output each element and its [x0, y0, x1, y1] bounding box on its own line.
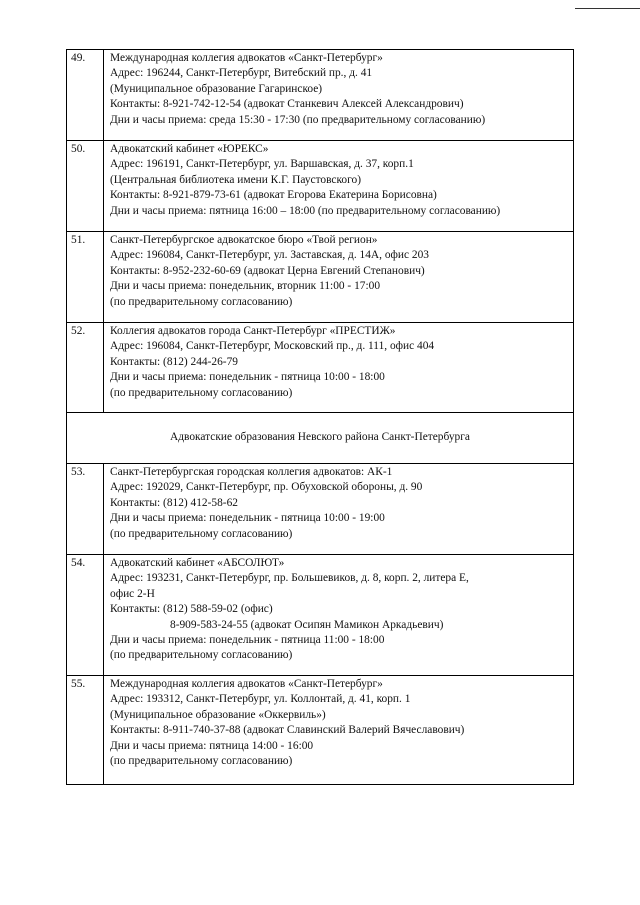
entry-contacts-mobile: 8-909-583-24-55 (адвокат Осипян Мамикон Аркадьевич) — [170, 618, 444, 631]
entry-number: 52. — [67, 323, 104, 413]
entry-org-name: Адвокатский кабинет «ЮРЕКС» — [110, 143, 269, 155]
entry-address: Адрес: 192029, Санкт-Петербург, пр. Обуховской обороны, д. 90 — [110, 481, 423, 494]
entry-location-note: (Муниципальное образование «Оккервиль») — [110, 708, 326, 721]
table-row — [67, 464, 574, 555]
entry-hours: Дни и часы приема: понедельник - пятница 10:00 - 18:00 — [110, 371, 385, 384]
entry-hours: Дни и часы приема: пятница 14:00 - 16:00 — [110, 739, 314, 752]
lawyers-table — [66, 49, 574, 785]
entry-org-name: Санкт-Петербургская городская коллегия адвокатов: АК-1 — [110, 466, 393, 478]
header-rule — [575, 8, 640, 9]
entry-hours: Дни и часы приема: понедельник - пятница 10:00 - 19:00 — [110, 512, 385, 525]
section-row — [67, 413, 574, 464]
entry-address: Адрес: 196084, Санкт-Петербург, Московский пр., д. 111, офис 404 — [110, 340, 435, 353]
entry-details — [104, 141, 574, 232]
table-row — [67, 50, 574, 141]
entry-location-note: (Центральная библиотека имени К.Г. Паустовского) — [110, 173, 361, 186]
entry-number: 50. — [67, 141, 104, 232]
entry-hours: Дни и часы приема: среда 15:30 - 17:30 (по предварительному согласованию) — [110, 113, 486, 126]
entry-hours: Дни и часы приема: понедельник - пятница 11:00 - 18:00 — [110, 634, 385, 647]
entry-contacts: Контакты: 8-911-740-37-88 (адвокат Славинский Валерий Вячеславович) — [110, 724, 465, 737]
entry-address-cont: офис 2-Н — [110, 587, 155, 600]
entry-number: 49. — [67, 50, 104, 141]
entry-contacts: Контакты: 8-921-742-12-54 (адвокат Станкевич Алексей Александрович) — [110, 98, 464, 111]
entry-hours-note: (по предварительному согласованию) — [110, 649, 293, 662]
table-row — [67, 323, 574, 413]
entry-details — [104, 555, 574, 676]
table-row — [67, 232, 574, 323]
entry-number: 55. — [67, 676, 104, 785]
entry-address: Адрес: 196191, Санкт-Петербург, ул. Варшавская, д. 37, корп.1 — [110, 158, 414, 171]
entry-hours-note: (по предварительному согласованию) — [110, 527, 293, 540]
entry-org-name: Коллегия адвокатов города Санкт-Петербург «ПРЕСТИЖ» — [110, 325, 396, 337]
entry-contacts: Контакты: (812) 588-59-02 (офис) — [110, 603, 273, 616]
entry-org-name: Адвокатский кабинет «АБСОЛЮТ» — [110, 557, 285, 569]
entry-details — [104, 676, 574, 785]
entry-location-note: (Муниципальное образование Гагаринское) — [110, 82, 323, 95]
table-row — [67, 676, 574, 785]
entry-details — [104, 323, 574, 413]
entry-number: 51. — [67, 232, 104, 323]
entry-hours-note: (по предварительному согласованию) — [110, 755, 293, 768]
entry-hours: Дни и часы приема: понедельник, вторник 11:00 - 17:00 — [110, 280, 381, 293]
entry-address: Адрес: 193231, Санкт-Петербург, пр. Большевиков, д. 8, корп. 2, литера Е, — [110, 572, 469, 585]
entry-hours: Дни и часы приема: пятница 16:00 – 18:00 (по предварительному согласованию) — [110, 204, 501, 217]
entry-org-name: Международная коллегия адвокатов «Санкт-Петербург» — [110, 52, 383, 64]
entry-org-name: Санкт-Петербургское адвокатское бюро «Твой регион» — [110, 234, 378, 246]
entry-number: 54. — [67, 555, 104, 676]
entry-org-name: Международная коллегия адвокатов «Санкт-Петербург» — [110, 678, 383, 690]
entry-contacts: Контакты: (812) 412-58-62 — [110, 496, 238, 509]
entry-contacts: Контакты: 8-952-232-60-69 (адвокат Церна Евгений Степанович) — [110, 264, 425, 277]
table-row — [67, 555, 574, 676]
table-row — [67, 141, 574, 232]
entry-address: Адрес: 196084, Санкт-Петербург, ул. Заставская, д. 14А, офис 203 — [110, 249, 429, 262]
entry-details — [104, 50, 574, 141]
entry-hours-note: (по предварительному согласованию) — [110, 295, 293, 308]
entry-contacts: Контакты: 8-921-879-73-61 (адвокат Егорова Екатерина Борисовна) — [110, 189, 437, 202]
entry-address: Адрес: 193312, Санкт-Петербург, ул. Коллонтай, д. 41, корп. 1 — [110, 693, 411, 706]
entry-address: Адрес: 196244, Санкт-Петербург, Витебский пр., д. 41 — [110, 67, 373, 80]
entry-details — [104, 232, 574, 323]
entry-hours-note: (по предварительному согласованию) — [110, 386, 293, 399]
entry-contacts: Контакты: (812) 244-26-79 — [110, 355, 238, 368]
entry-number: 53. — [67, 464, 104, 555]
section-title: Адвокатские образования Невского района Санкт-Петербурга — [67, 413, 574, 464]
entry-details — [104, 464, 574, 555]
